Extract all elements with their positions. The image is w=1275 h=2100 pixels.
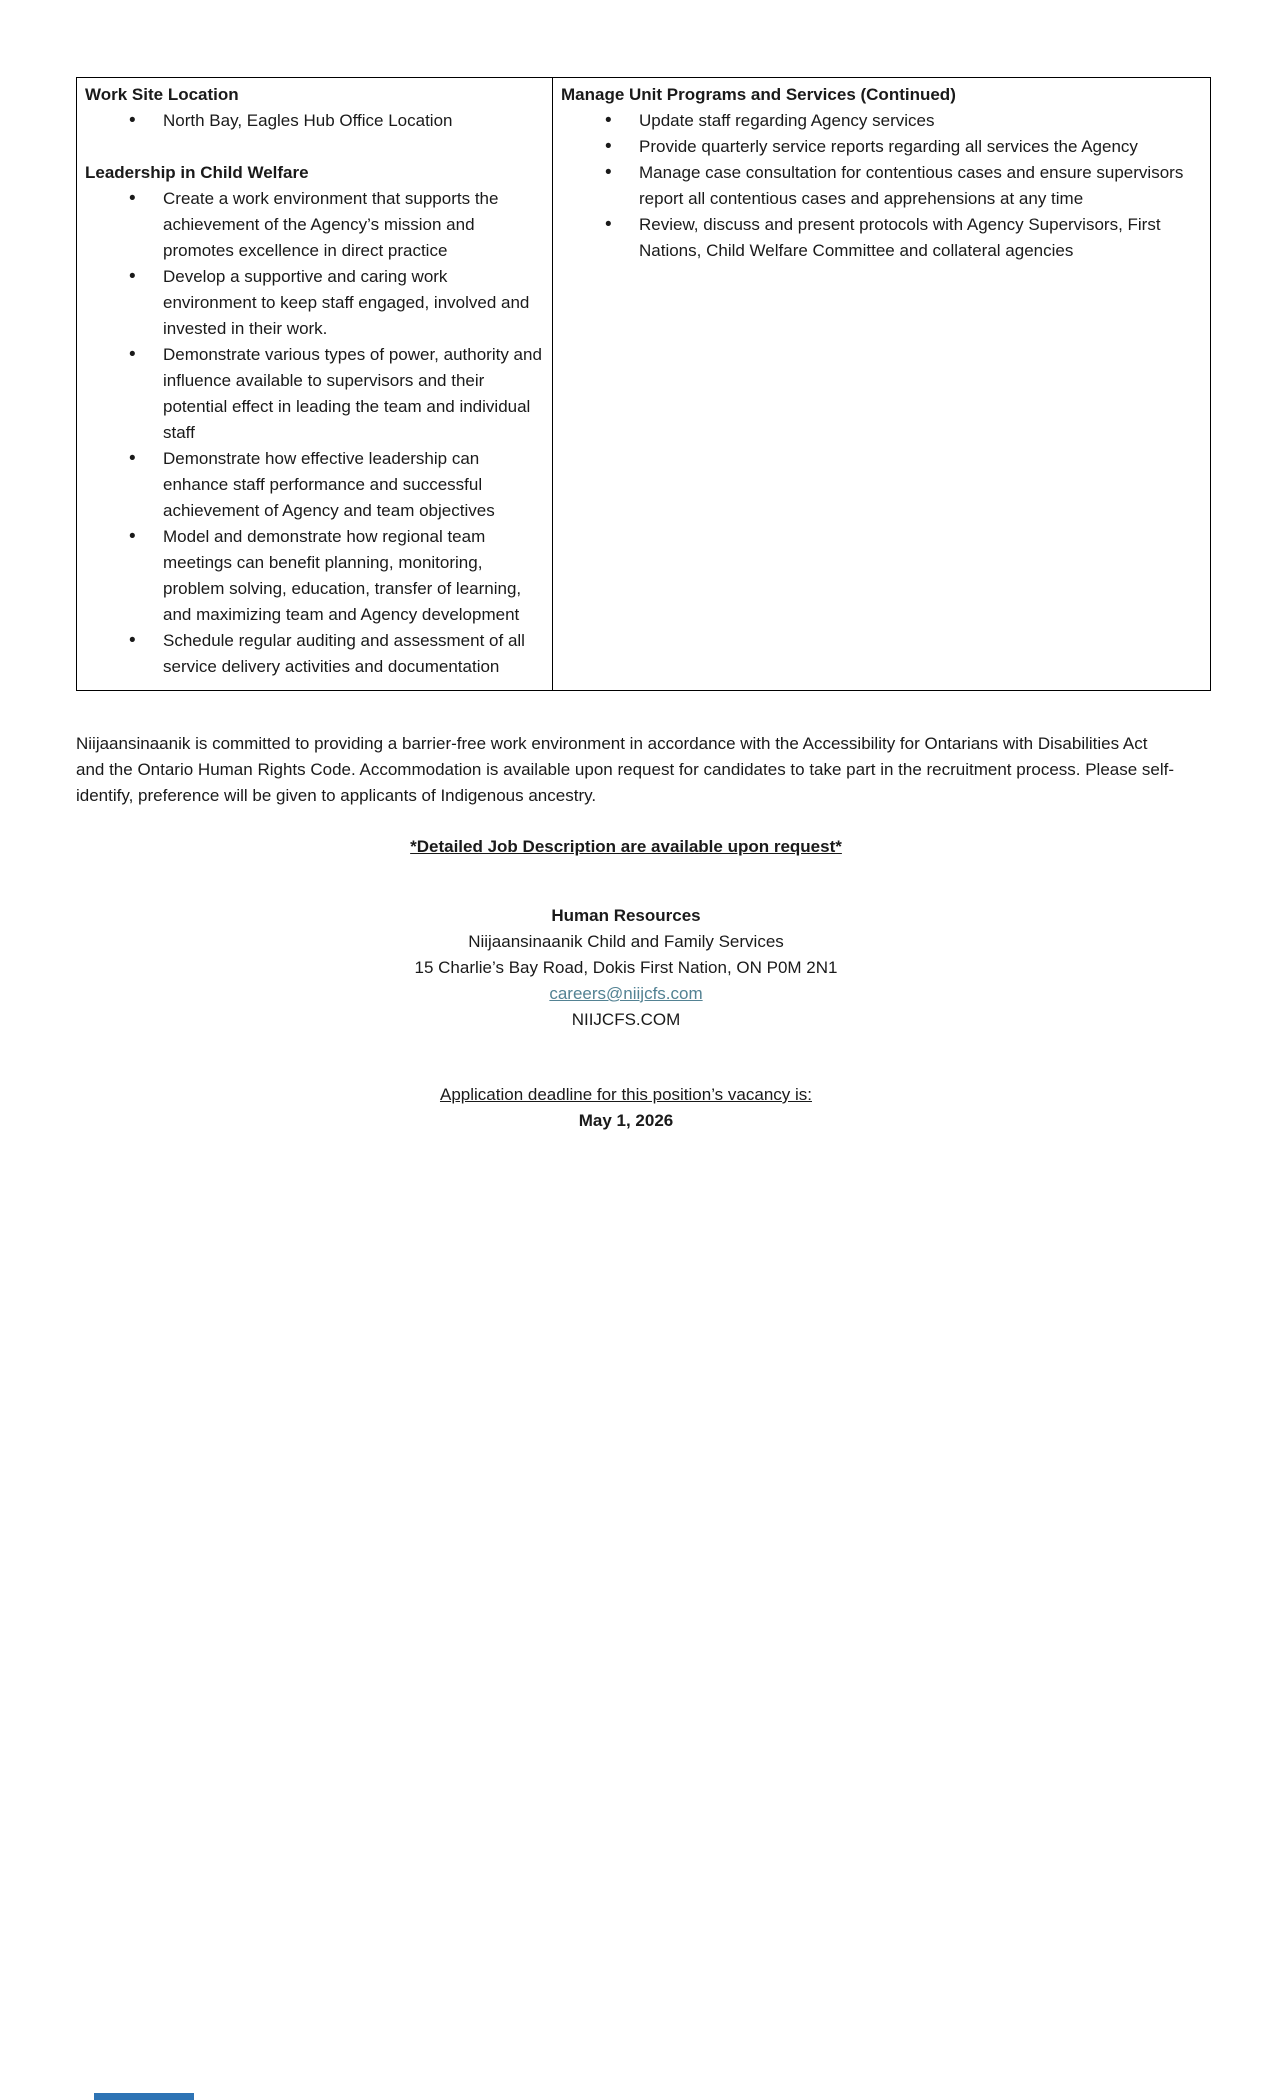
accessibility-paragraph: Niijaansinaanik is committed to providing a barrier-free work environment in accordance with the Accessibility for Ontarians with Disabilities Act and the Ontario Human Rights Code. Accommodation is available upon request for candidates to take part in the recruitment process. Please self-identify, preference will be given to applicants of Indigenous ancestry. bbox=[76, 734, 1175, 805]
organization-name: Niijaansinaanik Child and Family Services bbox=[468, 932, 784, 951]
list-item: • Schedule regular auditing and assessment of all service delivery activities and documentation bbox=[85, 628, 544, 680]
spacer bbox=[85, 134, 544, 160]
document-content bbox=[76, 77, 1184, 1134]
careers-email-link[interactable]: careers@niijcfs.com bbox=[549, 984, 703, 1003]
list-item: • Demonstrate various types of power, authority and influence available to supervisors and their potential effect in leading the team and individual staff bbox=[85, 342, 544, 446]
website-text: NIIJCFS.COM bbox=[571, 1010, 681, 1029]
leadership-heading: Leadership in Child Welfare bbox=[85, 163, 309, 182]
footer-accent-bar bbox=[94, 2093, 194, 2100]
application-deadline-label: Application deadline for this position’s vacancy is: bbox=[439, 1085, 812, 1104]
manage-unit-programs-list bbox=[561, 108, 1202, 264]
left-column-cell bbox=[77, 78, 553, 691]
application-deadline-date: May 1, 2026 bbox=[578, 1111, 674, 1130]
right-column-cell bbox=[553, 78, 1211, 691]
detailed-job-description-note: *Detailed Job Description are available upon request* bbox=[410, 837, 842, 856]
list-item: • Develop a supportive and caring work environment to keep staff engaged, involved and invested in their work. bbox=[85, 264, 544, 342]
list-item: • North Bay, Eagles Hub Office Location bbox=[85, 108, 544, 134]
work-site-location-heading: Work Site Location bbox=[85, 85, 239, 104]
job-details-table bbox=[76, 77, 1211, 691]
table-row bbox=[77, 78, 1211, 691]
human-resources-title: Human Resources bbox=[551, 906, 701, 925]
organization-address: 15 Charlie’s Bay Road, Dokis First Nation, ON P0M 2N1 bbox=[414, 958, 838, 977]
list-item: • Provide quarterly service reports regarding all services the Agency bbox=[561, 134, 1202, 160]
list-item: • Update staff regarding Agency services bbox=[561, 108, 1202, 134]
list-item: • Create a work environment that supports the achievement of the Agency’s mission and promotes excellence in direct practice bbox=[85, 186, 544, 264]
leadership-list bbox=[85, 186, 544, 680]
list-item: • Model and demonstrate how regional team meetings can benefit planning, monitoring, problem solving, education, transfer of learning, and maximizing team and Agency development bbox=[85, 524, 544, 628]
email-line bbox=[76, 981, 1176, 1007]
list-item: • Review, discuss and present protocols with Agency Supervisors, First Nations, Child Welfare Committee and collateral agencies bbox=[561, 212, 1202, 264]
work-site-location-list bbox=[85, 108, 544, 134]
list-item: • Manage case consultation for contentious cases and ensure supervisors report all contentious cases and apprehensions at any time bbox=[561, 160, 1202, 212]
manage-unit-programs-heading: Manage Unit Programs and Services (Continued) bbox=[561, 85, 956, 104]
list-item: • Demonstrate how effective leadership can enhance staff performance and successful achievement of Agency and team objectives bbox=[85, 446, 544, 524]
